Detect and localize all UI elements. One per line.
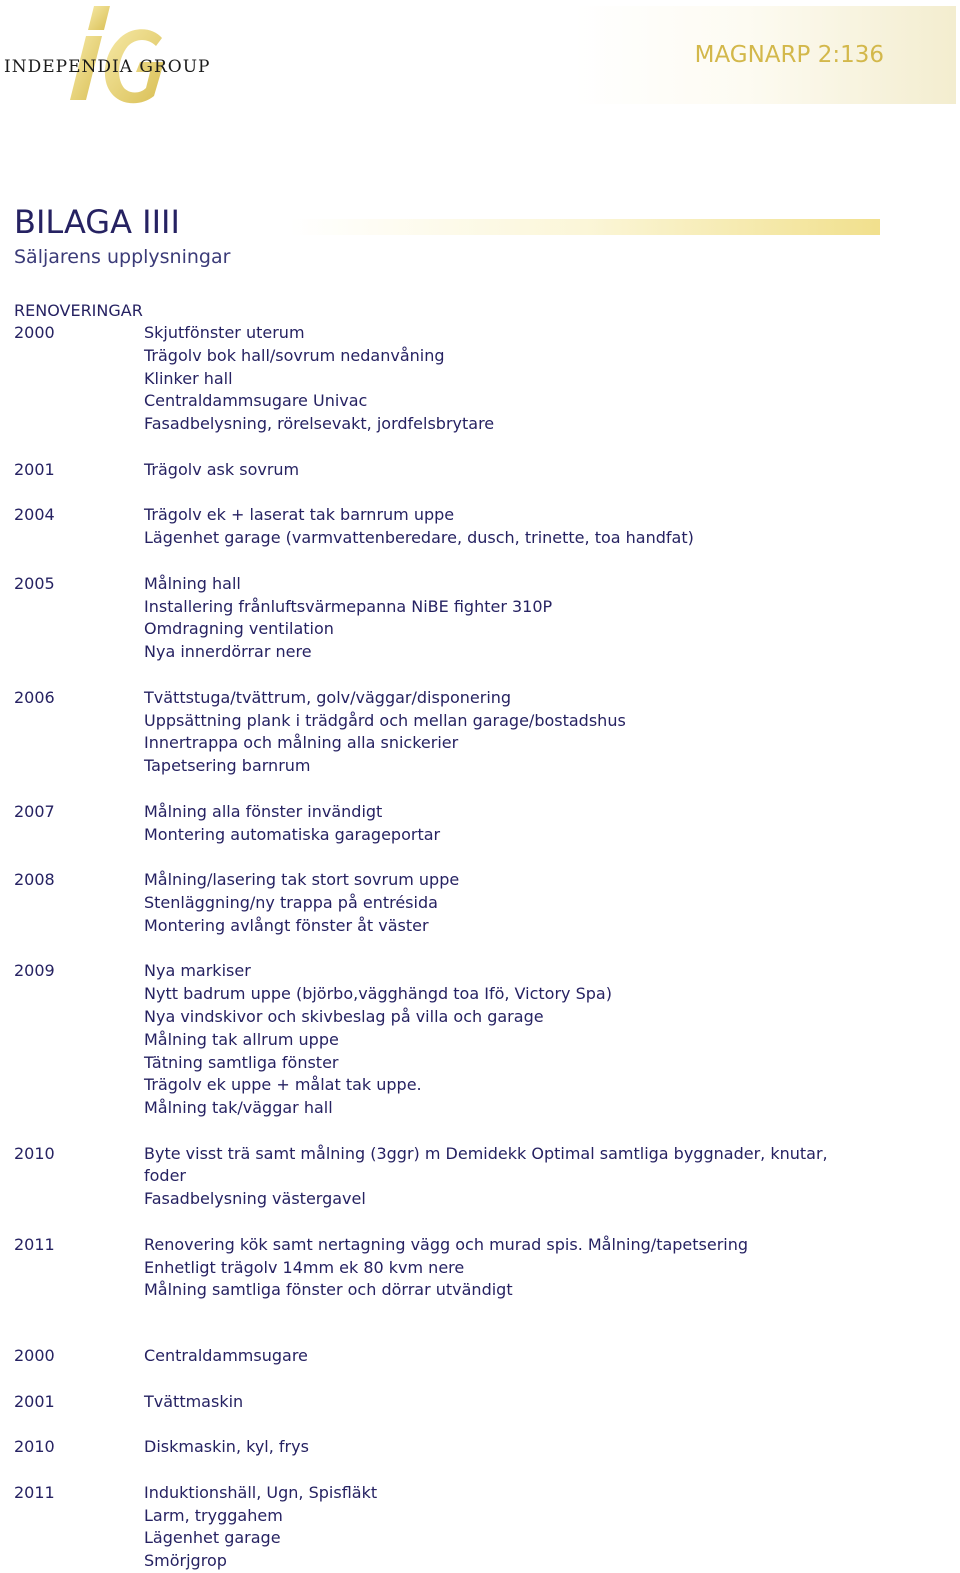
year-entry — [14, 869, 894, 937]
appliances-list — [14, 1345, 894, 1573]
list-item: Målning/lasering tak stort sovrum uppe — [144, 870, 460, 890]
list-item: Centraldammsugare — [144, 1346, 308, 1365]
year-label: 2000 — [14, 1346, 55, 1365]
year-label: 2008 — [14, 870, 55, 890]
list-item: Fasadbelysning västergavel — [144, 1189, 366, 1209]
item-list — [144, 504, 894, 550]
list-item: foder — [144, 1166, 186, 1186]
list-item: Montering avlångt fönster åt väster — [144, 915, 429, 935]
list-item: Trägolv bok hall/sovrum nedanvåning — [144, 345, 445, 365]
list-item: Stenläggning/ny trappa på entrésida — [144, 892, 438, 912]
list-item: Skjutfönster uterum — [144, 323, 305, 342]
year-entry — [14, 687, 894, 778]
list-item: Trägolv ek + laserat tak barnrum uppe — [144, 505, 455, 525]
list-item: Diskmaskin, kyl, frys — [144, 1437, 309, 1457]
list-item: Nya innerdörrar nere — [144, 642, 312, 662]
list-item: Målning hall — [144, 573, 241, 593]
year-label: 2011 — [14, 1482, 55, 1502]
item-list — [144, 801, 894, 847]
list-item: Installering frånluftsvärmepanna NiBE fighter 310P — [144, 596, 553, 616]
list-item: Montering automatiska garageportar — [144, 824, 441, 844]
document-code: MAGNARP 2:136 — [694, 42, 884, 68]
year-entry — [14, 504, 894, 550]
page-title: BILAGA IIII — [14, 203, 180, 241]
list-item: Trägolv ek uppe + målat tak uppe. — [144, 1075, 422, 1095]
year-label: 2005 — [14, 573, 55, 593]
list-item: Klinker hall — [144, 368, 233, 388]
year-label: 2001 — [14, 1391, 55, 1411]
year-entry — [14, 1143, 894, 1211]
item-list — [144, 459, 894, 482]
list-item: Fasadbelysning, rörelsevakt, jordfelsbrytare — [144, 414, 495, 434]
title-block — [14, 205, 230, 268]
year-entry — [14, 801, 894, 847]
list-item: Lägenhet garage — [144, 1528, 281, 1548]
year-entry — [14, 1436, 894, 1459]
year-entry — [14, 960, 894, 1120]
year-label: 2010 — [14, 1437, 55, 1457]
year-entry — [14, 1482, 894, 1573]
page-subtitle: Säljarens upplysningar — [14, 246, 231, 269]
item-list — [144, 1391, 894, 1414]
year-entry — [14, 1345, 894, 1368]
list-item: Renovering kök samt nertagning vägg och murad spis. Målning/tapetsering — [144, 1234, 749, 1254]
year-entry — [14, 459, 894, 482]
list-item: Omdragning ventilation — [144, 619, 334, 639]
section-heading-renovations: RENOVERINGAR — [14, 301, 143, 320]
year-label: 2010 — [14, 1143, 55, 1163]
item-list — [144, 960, 894, 1120]
list-item: Induktionshäll, Ugn, Spisfläkt — [144, 1482, 378, 1502]
list-item: Smörjgrop — [144, 1551, 227, 1571]
item-list — [144, 1234, 894, 1302]
year-entry — [14, 322, 894, 436]
independia-logo-icon — [60, 0, 170, 106]
year-entry — [14, 1391, 894, 1414]
year-label: 2011 — [14, 1234, 55, 1254]
list-item: Innertrappa och målning alla snickerier — [144, 733, 459, 753]
list-item: Nya markiser — [144, 961, 251, 981]
item-list — [144, 1345, 894, 1368]
item-list — [144, 869, 894, 937]
list-item: Uppsättning plank i trädgård och mellan garage/bostadshus — [144, 710, 626, 730]
year-label: 2001 — [14, 459, 55, 479]
list-item: Tvättstuga/tvättrum, golv/väggar/disponering — [144, 687, 512, 707]
list-item: Centraldammsugare Univac — [144, 391, 368, 411]
list-item: Nya vindskivor och skivbeslag på villa och garage — [144, 1006, 544, 1026]
list-item: Lägenhet garage (varmvattenberedare, dusch, trinette, toa handfat) — [144, 528, 694, 548]
year-label: 2004 — [14, 505, 55, 525]
list-item: Tätning samtliga fönster — [144, 1052, 339, 1072]
item-list — [144, 1482, 894, 1573]
list-item: Trägolv ask sovrum — [144, 459, 300, 479]
item-list — [144, 1436, 894, 1459]
item-list — [144, 1143, 894, 1211]
year-entry — [14, 1234, 894, 1302]
item-list — [144, 573, 894, 664]
year-entry — [14, 573, 894, 664]
year-label: 2006 — [14, 687, 55, 707]
item-list — [144, 687, 894, 778]
title-divider — [290, 219, 880, 235]
list-item: Målning alla fönster invändigt — [144, 801, 383, 821]
year-label: 2009 — [14, 961, 55, 981]
list-item: Nytt badrum uppe (björbo,vägghängd toa Ifö, Victory Spa) — [144, 984, 612, 1004]
list-item: Enhetligt trägolv 14mm ek 80 kvm nere — [144, 1257, 465, 1277]
list-item: Tvättmaskin — [144, 1391, 244, 1411]
logo-text: INDEPENDIA GROUP — [4, 57, 211, 77]
item-list — [144, 322, 894, 436]
list-item: Målning tak/väggar hall — [144, 1098, 333, 1118]
page-header — [0, 0, 960, 108]
year-label: 2007 — [14, 801, 55, 821]
renovations-list — [14, 322, 894, 1302]
list-item: Tapetsering barnrum — [144, 756, 311, 776]
list-item: Målning samtliga fönster och dörrar utvändigt — [144, 1280, 513, 1300]
list-item: Larm, tryggahem — [144, 1505, 283, 1525]
list-item: Målning tak allrum uppe — [144, 1029, 339, 1049]
list-item: Byte visst trä samt målning (3ggr) m Demidekk Optimal samtliga byggnader, knutar, — [144, 1143, 828, 1163]
year-label: 2000 — [14, 323, 55, 342]
